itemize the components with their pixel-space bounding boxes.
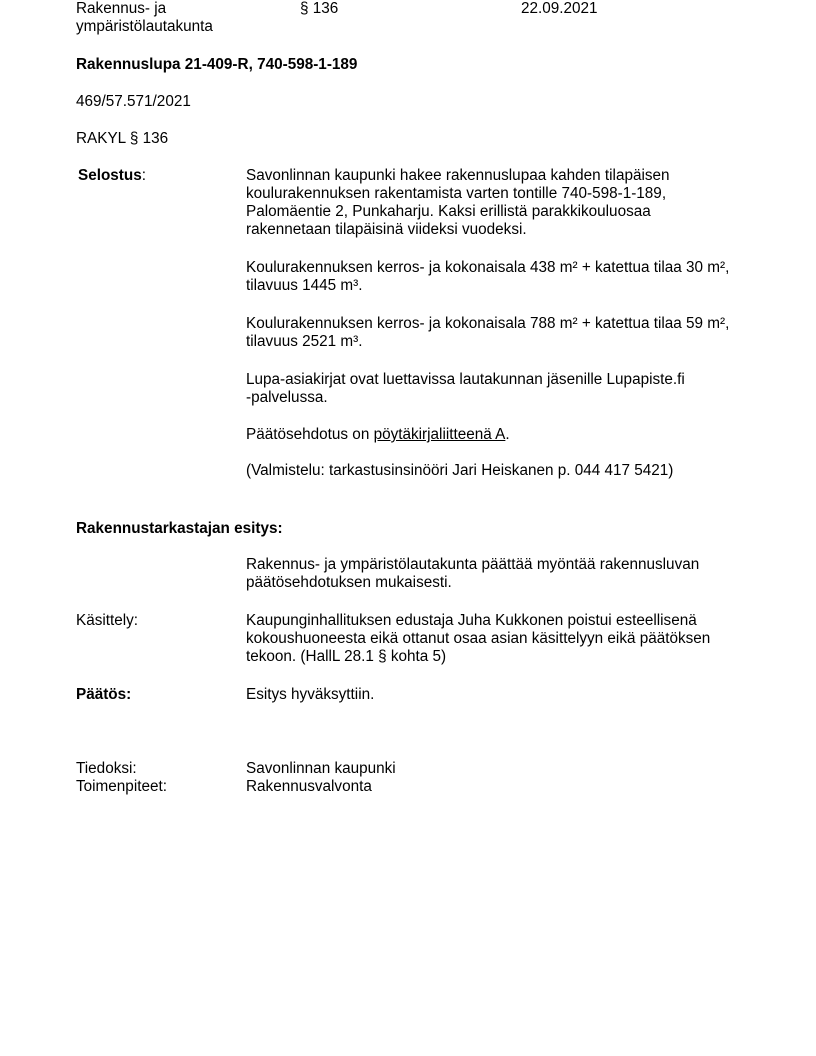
header-body-line1: Rakennus- ja <box>76 0 167 17</box>
toimenpiteet-label: Toimenpiteet: <box>76 778 167 795</box>
document-title: Rakennuslupa 21-409-R, 740-598-1-189 <box>76 56 358 73</box>
selostus-paragraph-5 <box>246 426 746 444</box>
toimenpiteet-value: Rakennusvalvonta <box>246 778 372 795</box>
selostus-paragraph-4-line1: Lupa-asiakirjat ovat luettavissa lautakunnan jäsenille Lupapiste.fi <box>246 371 685 388</box>
selostus-paragraph-1: Savonlinnan kaupunki hakee rakennuslupaa kahden tilapäisen koulurakennuksen rakentamista varten tontille 740-598-1-189, Palomäentie 2, Punkaharju. Kaksi erillistä parakkikouluosaa rakennetaan tilapäisinä viideksi vuodeksi. <box>246 167 670 238</box>
paatos-text: Esitys hyväksyttiin. <box>246 686 375 703</box>
tiedoksi-label: Tiedoksi: <box>76 760 137 777</box>
selostus-label-colon: : <box>141 167 147 184</box>
proposal-period: . <box>505 426 510 443</box>
header-body-line2: ympäristölautakunta <box>76 18 213 35</box>
esitys-label: Rakennustarkastajan esitys: <box>76 520 283 537</box>
kasittely-label: Käsittely: <box>76 612 139 629</box>
selostus-paragraph-3: Koulurakennuksen kerros- ja kokonaisala 788 m² + katettua tilaa 59 m², tilavuus 2521 m³. <box>246 315 730 350</box>
selostus-paragraph-2: Koulurakennuksen kerros- ja kokonaisala 438 m² + katettua tilaa 30 m², tilavuus 1445 m³. <box>246 259 730 294</box>
selostus-label-text: Selostus <box>78 167 142 184</box>
header-section-number: § 136 <box>300 0 339 17</box>
tiedoksi-value: Savonlinnan kaupunki <box>246 760 396 777</box>
selostus-preparer: (Valmistelu: tarkastusinsinööri Jari Heiskanen p. 044 417 5421) <box>246 462 674 479</box>
esitys-text: Rakennus- ja ympäristölautakunta päättää myöntää rakennusluvan päätösehdotuksen mukaisesti. <box>246 556 700 591</box>
header-body-name <box>76 0 213 36</box>
selostus-label <box>78 167 146 185</box>
paatos-label: Päätös: <box>76 686 132 703</box>
rakyl-reference: RAKYL § 136 <box>76 130 169 147</box>
kasittely-text: Kaupunginhallituksen edustaja Juha Kukkonen poistui esteellisenä kokoushuoneesta eikä ottanut osaa asian käsittelyyn eikä päätöksen tekoon. (HallL 28.1 § kohta 5) <box>246 612 711 665</box>
attachment-a-link[interactable]: pöytäkirjaliitteenä A <box>373 426 506 443</box>
selostus-paragraph-4-line2: -palvelussa. <box>246 389 328 406</box>
proposal-text: Päätösehdotus on <box>246 426 374 443</box>
record-number: 469/57.571/2021 <box>76 93 191 110</box>
header-date: 22.09.2021 <box>521 0 598 17</box>
selostus-paragraph-4 <box>246 371 746 407</box>
